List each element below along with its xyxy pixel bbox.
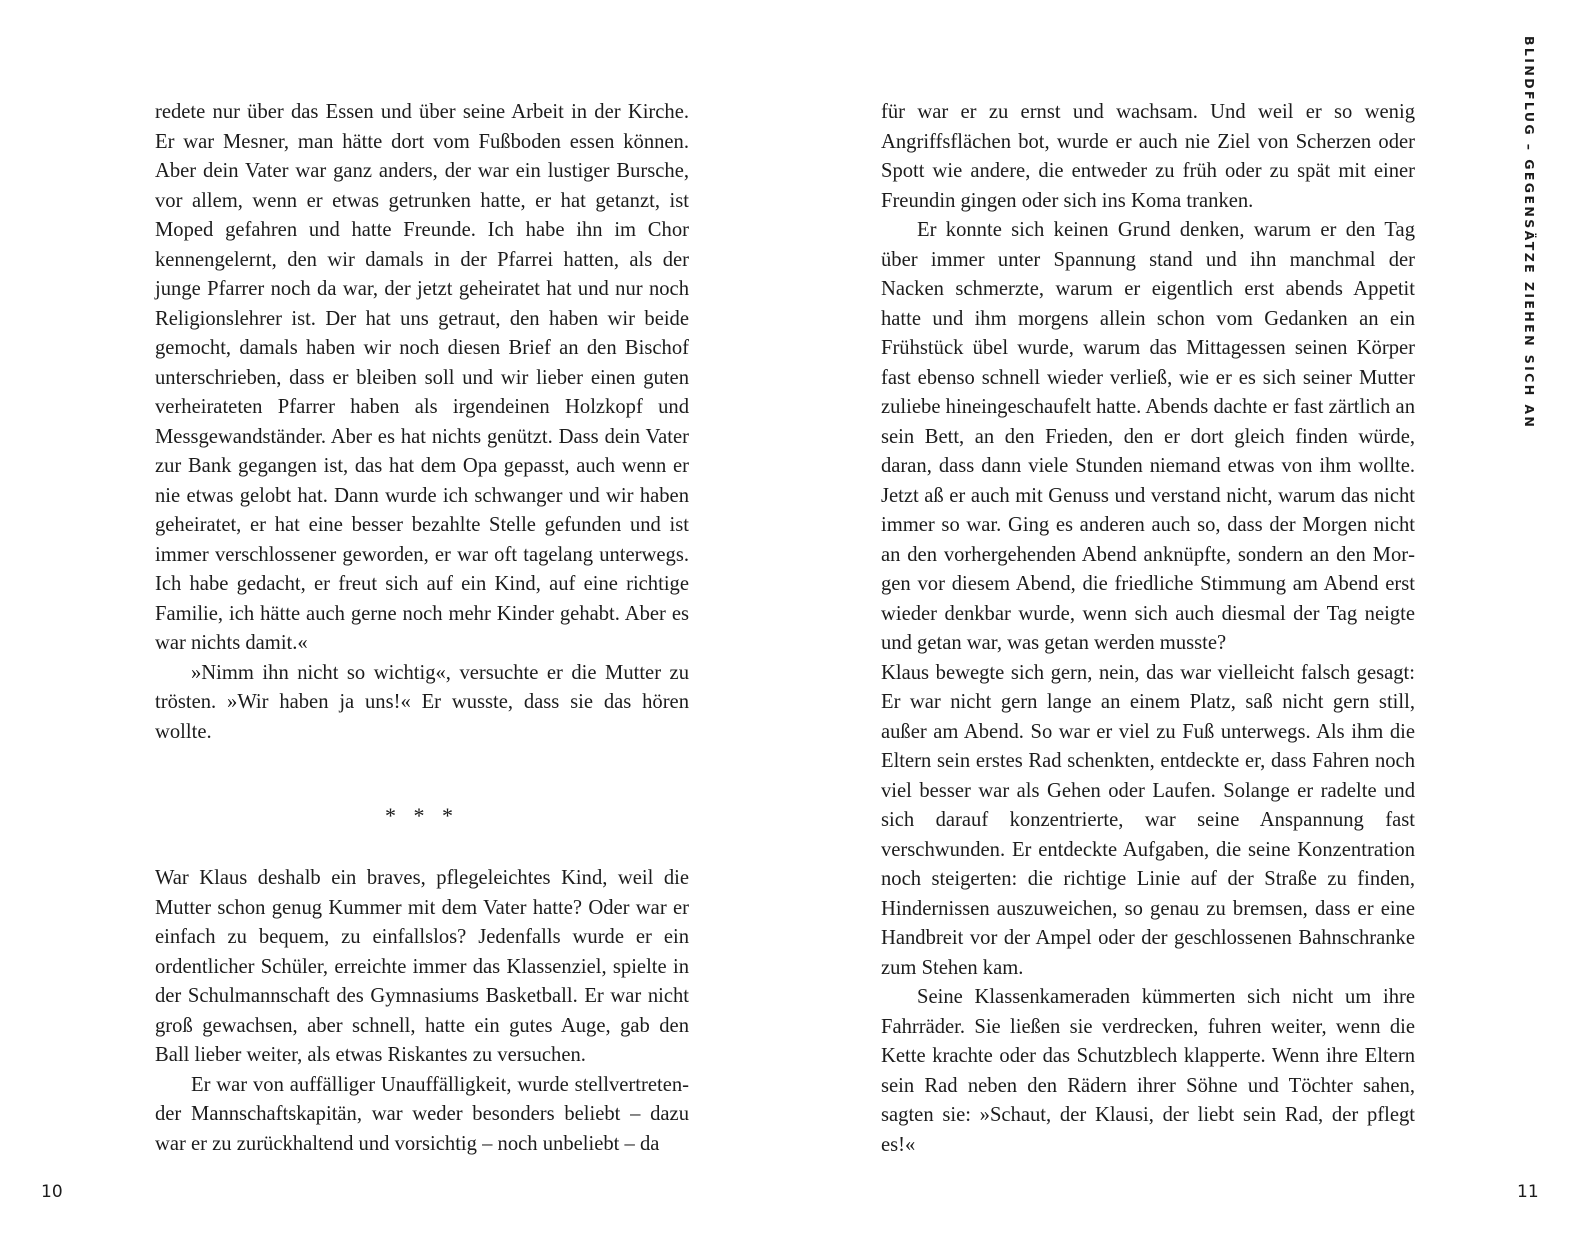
paragraph: für war er zu ernst und wachsam. Und weil er so wenig Angriffsflächen bot, wurde er auch nie Ziel von Scherzen oder Spott wie andere, die entweder zu früh oder zu spät mit einer Freundin gingen oder sich ins Koma tranken. — [881, 101, 1415, 212]
paragraph: Klaus bewegte sich gern, nein, das war vielleicht falsch gesagt: Er war nicht gern lange an einem Platz, saß nicht gern still, außer am Abend. So war er viel zu Fuß unterwegs. Als ihm die Eltern sein erstes Rad schenkten, entdeckte er, dass Fahren noch viel besser war als Gehen oder Laufen. Solange er radelte und sich darauf konzentrierte, war seine Anspannung fast verschwunden. Er entdeckte Aufgaben, die seine Konzentration noch steigerten: die richtige Linie auf der Straße zu finden, Hindernissen auszuweichen, so genau zu bremsen, dass er eine Handbreit vor der Ampel oder der geschlossenen Bahnschranke zum Stehen kam. — [881, 661, 1415, 979]
page-number-right: 11 — [1517, 1182, 1539, 1202]
paragraph: War Klaus deshalb ein braves, pflegeleichtes Kind, weil die Mutter schon genug Kummer mit dem Vater hatte? Oder war er einfach zu bequem, zu einfallslos? Jedenfalls wurde er ein ordentlicher Schüler, erreichte immer das Klassenziel, spielte in der Schulmannschaft des Gymnasiums Basketball. Er war nicht groß gewachsen, aber schnell, hatte ein gutes Auge, gab den Ball lieber weiter, als etwas Riskantes zu versuchen. — [155, 867, 689, 1066]
paragraph: Seine Klassenkameraden kümmerten sich nicht um ihre Fahrräder. Sie ließen sie verdrecken, fuhren weiter, wenn die Kette krachte oder das Schutzblech klapperte. Wenn ihre Eltern sein Rad neben den Rädern ihrer Söhne und Töchter sahen, sagten sie: »Schaut, der Klausi, der liebt sein Rad, der pflegt es!« — [881, 986, 1415, 1156]
page-number-left: 10 — [41, 1182, 63, 1202]
paragraph: »Nimm ihn nicht so wichtig«, versuchte er die Mutter zu trösten. »Wir haben ja uns!« Er wusste, dass sie das hören wollte. — [155, 661, 689, 743]
right-text-column — [881, 98, 1415, 1160]
paragraph: Er konnte sich keinen Grund denken, warum er den Tag über immer unter Spannung stand und ihn manchmal der Nacken schmerzte, warum er eigentlich erst abends Appetit hatte und ihm morgens allein schon vom Gedanken an ein Frühstück übel wurde, warum das Mittagessen seinen Körper fast ebenso schnell wieder verließ, wie er es sich seiner Mutter zuliebe hineingeschaufelt hatte. Abends dachte er fast zärtlich an sein Bett, an den Frieden, den er dort gleich finden würde, daran, dass dann viele Stunden niemand etwas von ihm wollte. Jetzt aß er auch mit Genuss und verstand nicht, warum das nicht immer so war. Ging es anderen auch so, dass der Morgen nicht an den vorhergehenden Abend anknüpfte, sondern an den Morgen vor diesem Abend, die friedliche Stimmung am Abend erst wieder denkbar wurde, wenn sich auch diesmal der Tag neigte und getan war, was getan werden musste? — [881, 219, 1415, 654]
left-text-column — [155, 98, 689, 1159]
right-page — [797, 0, 1594, 1240]
paragraph: redete nur über das Essen und über seine Arbeit in der Kirche. Er war Mesner, man hätte dort vom Fußboden essen können. Aber dein Vater war ganz anders, der war ein lustiger Bursche, vor allem, wenn er etwas getrunken hatte, er hat getanzt, ist Moped gefahren und hatte Freunde. Ich habe ihn im Chor kennengelernt, den wir damals in der Pfarrei hatten, als der junge Pfarrer noch da war, der jetzt geheiratet hat und nur noch Religionslehrer ist. Der hat uns getraut, den haben wir beide gemocht, damals haben wir noch diesen Brief an den Bischof unterschrieben, dass er bleiben soll und wir lieber einen guten verheirateten Pfarrer haben als irgendeinen Holzkopf und Messgewandständer. Aber es hat nichts genützt. Dass dein Vater zur Bank gegangen ist, das hat dem Opa gepasst, auch wenn er nie etwas gelobt hat. Dann wurde ich schwanger und wir haben geheiratet, er hat eine besser bezahlte Stelle gefunden und ist immer verschlossener geworden, er war oft tagelang unterwegs. Ich habe gedacht, er freut sich auf ein Kind, auf eine richtige Familie, ich hätte auch gerne noch mehr Kinder gehabt. Aber es war nichts damit.« — [155, 101, 689, 654]
paragraph: Er war von auffälliger Unauffälligkeit, wurde stellvertretender Mannschaftskapitän, war weder besonders beliebt – dazu war er zu zurückhaltend und vorsichtig – noch unbeliebt – da — [155, 1073, 689, 1155]
running-head: BLINDFLUG – GEGENSÄTZE ZIEHEN SICH AN — [1522, 36, 1537, 430]
section-separator: * * * — [385, 803, 459, 828]
